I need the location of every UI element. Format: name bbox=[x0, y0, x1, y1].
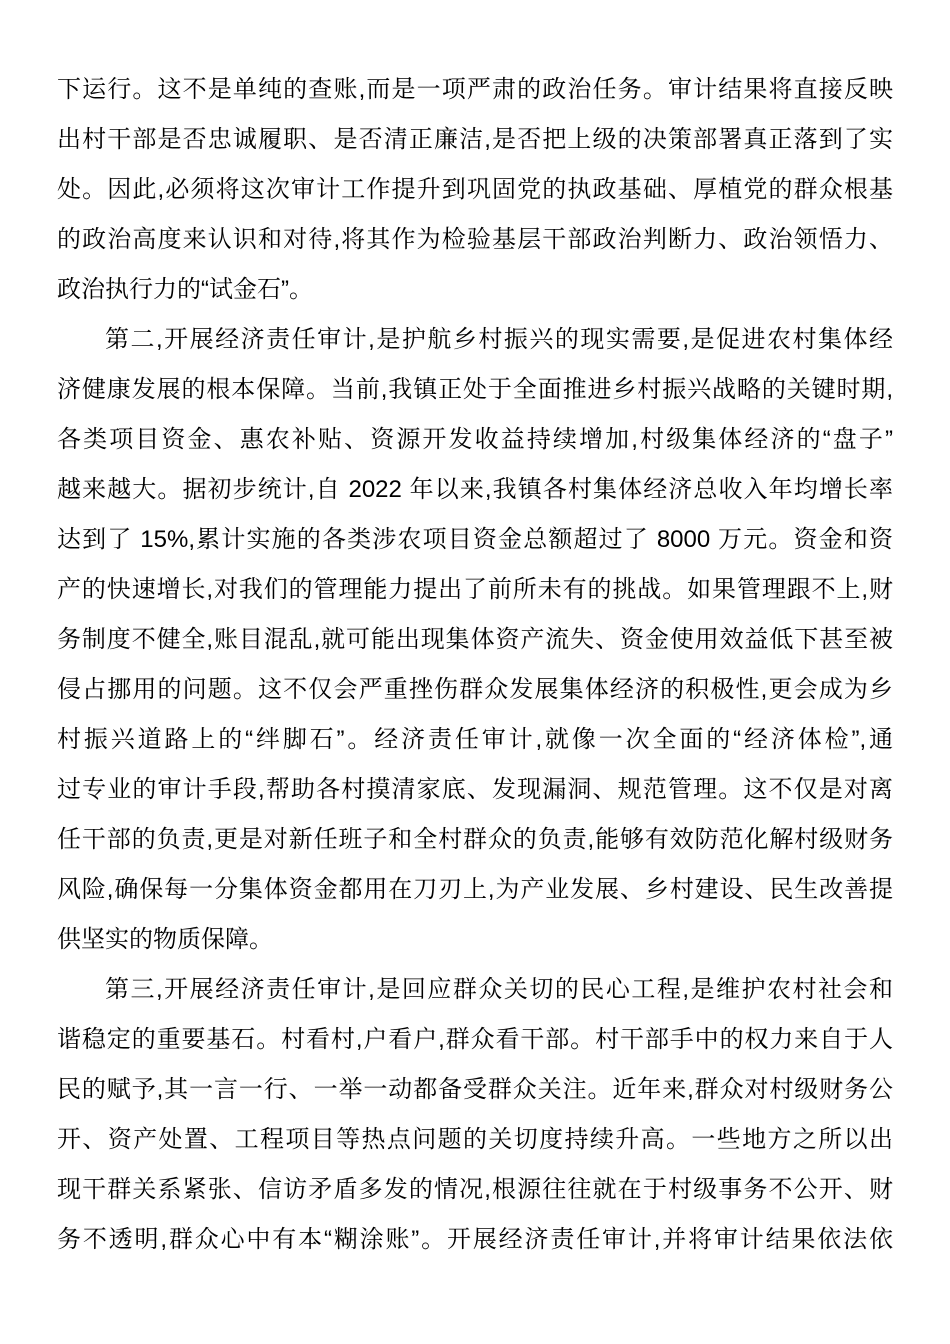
text-line: 谐稳定的重要基石。村看村,户看户,群众看干部。村干部手中的权力来自于人 bbox=[57, 1026, 893, 1053]
text-line: 过专业的审计手段,帮助各村摸清家底、发现漏洞、规范管理。这不仅是对离 bbox=[57, 776, 893, 803]
text-line: 现干群关系紧张、信访矛盾多发的情况,根源往往就在于村级事务不公开、财 bbox=[57, 1176, 893, 1203]
text-line: 各类项目资金、惠农补贴、资源开发收益持续增加,村级集体经济的“盘子” bbox=[57, 426, 893, 453]
text-line: 出村干部是否忠诚履职、是否清正廉洁,是否把上级的决策部署真正落到了实 bbox=[57, 126, 893, 153]
text-line: 村振兴道路上的“绊脚石”。经济责任审计,就像一次全面的“经济体检”,通 bbox=[57, 726, 893, 753]
text-line: 济健康发展的根本保障。当前,我镇正处于全面推进乡村振兴战略的关键时期, bbox=[57, 376, 893, 403]
paragraph-3 bbox=[57, 965, 893, 1265]
text-line: 民的赋予,其一言一行、一举一动都备受群众关注。近年来,群众对村级财务公 bbox=[57, 1076, 893, 1103]
text-line: 越来越大。据初步统计,自 2022 年以来,我镇各村集体经济总收入年均增长率 bbox=[57, 476, 893, 503]
text-line: 处。因此,必须将这次审计工作提升到巩固党的执政基础、厚植党的群众根基 bbox=[57, 176, 893, 203]
paragraph-2 bbox=[57, 315, 893, 965]
text-line: 任干部的负责,更是对新任班子和全村群众的负责,能够有效防范化解村级财务 bbox=[57, 826, 893, 853]
text-line: 政治执行力的“试金石”。 bbox=[57, 276, 313, 303]
text-line: 产的快速增长,对我们的管理能力提出了前所未有的挑战。如果管理跟不上,财 bbox=[57, 576, 893, 603]
text-line: 达到了 15%,累计实施的各类涉农项目资金总额超过了 8000 万元。资金和资 bbox=[57, 526, 893, 553]
text-line: 第三,开展经济责任审计,是回应群众关切的民心工程,是维护农村社会和 bbox=[105, 976, 893, 1003]
text-line: 侵占挪用的问题。这不仅会严重挫伤群众发展集体经济的积极性,更会成为乡 bbox=[57, 676, 893, 703]
text-line: 下运行。这不是单纯的查账,而是一项严肃的政治任务。审计结果将直接反映 bbox=[57, 76, 893, 103]
text-line: 务制度不健全,账目混乱,就可能出现集体资产流失、资金使用效益低下甚至被 bbox=[57, 626, 893, 653]
text-line: 供坚实的物质保障。 bbox=[57, 926, 273, 953]
text-line: 第二,开展经济责任审计,是护航乡村振兴的现实需要,是促进农村集体经 bbox=[105, 326, 893, 353]
text-line: 的政治高度来认识和对待,将其作为检验基层干部政治判断力、政治领悟力、 bbox=[57, 226, 893, 253]
text-line: 务不透明,群众心中有本“糊涂账”。开展经济责任审计,并将审计结果依法依 bbox=[57, 1226, 893, 1253]
text-line: 开、资产处置、工程项目等热点问题的关切度持续升高。一些地方之所以出 bbox=[57, 1126, 893, 1153]
text-line: 风险,确保每一分集体资金都用在刀刃上,为产业发展、乡村建设、民生改善提 bbox=[57, 876, 893, 903]
paragraph-1 bbox=[57, 65, 893, 315]
